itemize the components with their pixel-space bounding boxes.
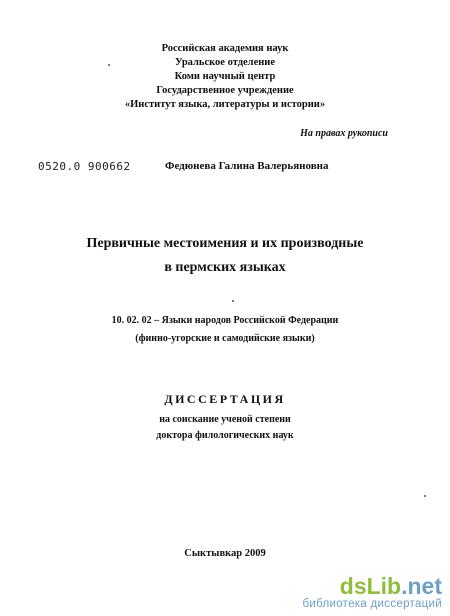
scan-speck [424, 495, 426, 497]
library-code: 0520.0 900662 [38, 160, 131, 173]
scan-speck [232, 300, 234, 302]
specialty-line-2: (финно-угорские и самодийские языки) [135, 333, 315, 344]
work-type: ДИССЕРТАЦИЯ [164, 392, 286, 406]
institution-line: Коми научный центр [174, 71, 276, 82]
rights-note: На правах рукописи [300, 128, 388, 139]
logo-part-2: .net [401, 573, 442, 599]
title-line-2: в пермских языках [164, 260, 286, 275]
institution-line: Государственное учреждение [156, 85, 294, 96]
institution-line: «Институт языка, литературы и истории» [124, 99, 326, 110]
dissertation-title [0, 232, 450, 280]
institution-line: Уральское отделение [175, 57, 275, 68]
degree-line-2: доктора филологических наук [156, 430, 294, 441]
degree-line-1: на соискание ученой степени [159, 414, 291, 425]
city-year: Сыктывкар 2009 [184, 548, 266, 559]
dslib-logo [302, 574, 442, 598]
institution-line: Российская академия наук [161, 43, 289, 54]
degree-statement [0, 412, 450, 444]
title-line-1: Первичные местоимения и их производные [86, 236, 364, 251]
dslib-subtitle: библиотека диссертаций [302, 598, 442, 610]
scan-speck [108, 64, 110, 66]
logo-part-1: dsLib [339, 573, 402, 599]
specialty [0, 312, 450, 348]
dslib-watermark[interactable] [302, 574, 442, 610]
specialty-line-1: 10. 02. 02 – Языки народов Российской Федерации [111, 315, 339, 326]
author-name: Федюнева Галина Валерьяновна [165, 160, 329, 172]
institution-header [0, 42, 450, 112]
